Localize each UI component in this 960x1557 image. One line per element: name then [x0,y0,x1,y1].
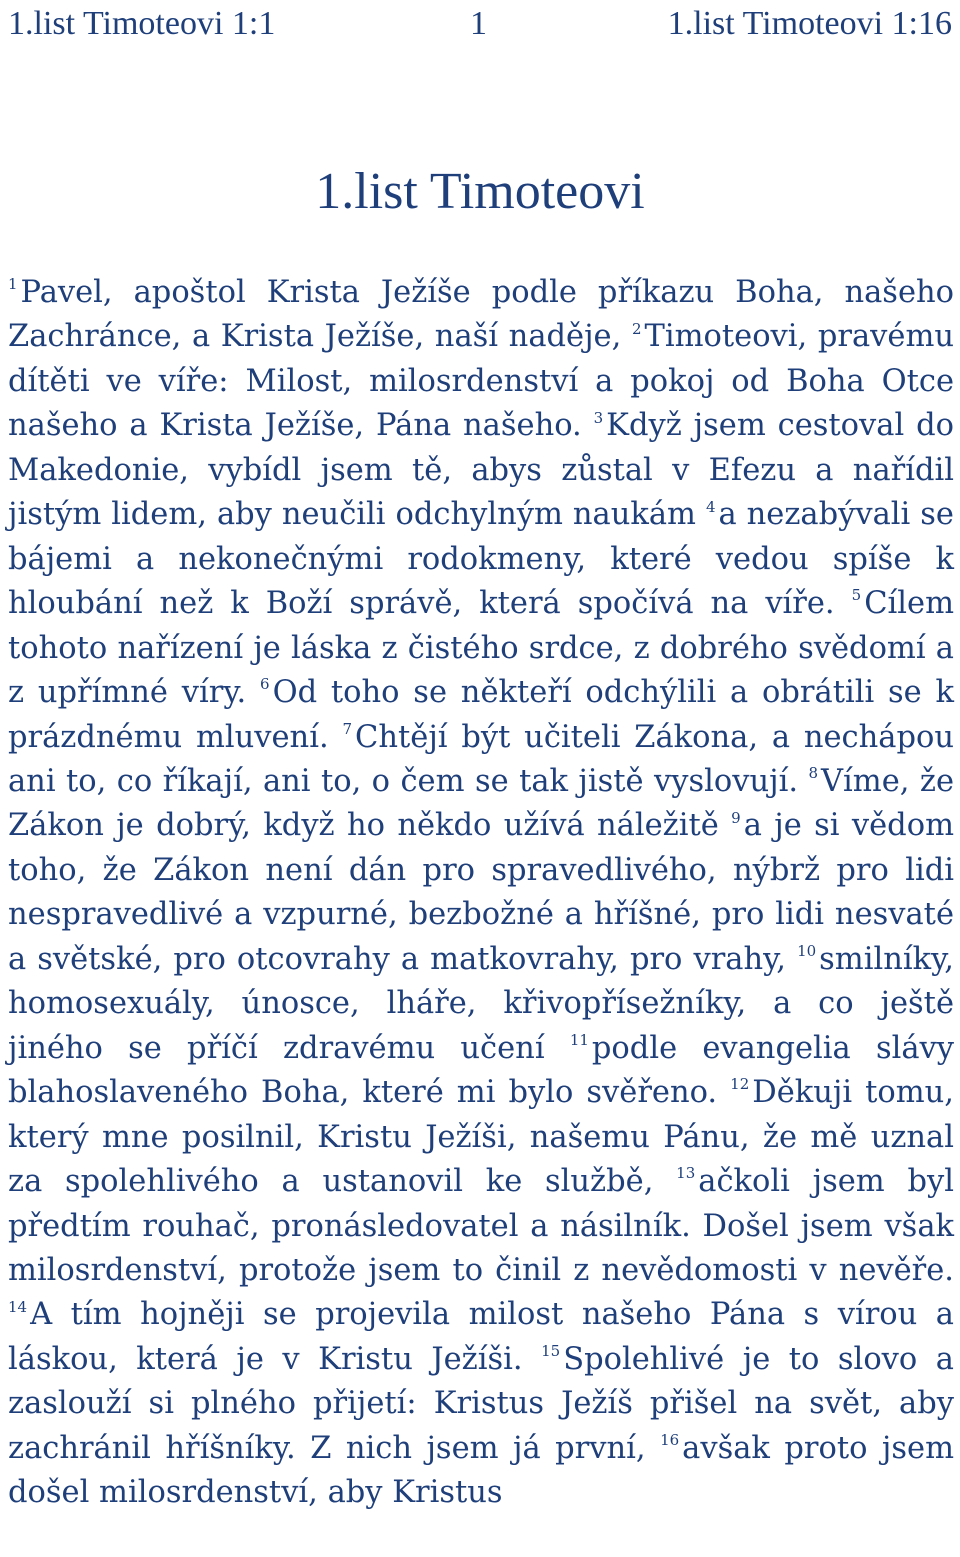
verse-text: Chtějí být učiteli Zákona, a nechápou ani to, co říkají, ani to, o čem se tak jistě vyslovují. [8,719,954,799]
header-chapter-start: 1.list Timoteovi 1:1 [8,5,276,42]
verse-number: 4 [705,497,716,516]
verse-number: 7 [342,719,353,738]
verse-text: Pavel, apoštol Krista Ježíše podle příkazu Boha, našeho Zachránce, a Krista Ježíše, naší naděje, [8,275,954,355]
verse-number: 3 [593,408,604,427]
verse-number: 11 [569,1030,589,1049]
verse-text: smilníky, homosexuály, únosce, lháře, křivopřísežníky, a co ještě jiného se příčí zdravému učení [8,941,954,1066]
verse-number: 14 [8,1297,28,1316]
verse-text: Víme, že Zákon je dobrý, když ho někdo užívá náležitě [8,763,955,844]
verse-text: ačkoli jsem byl předtím rouhač, pronásledovatel a násilník. Došel jsem však milosrdenství, protože jsem to činil z nevědomosti v nevěře. [8,1164,954,1288]
running-header [8,4,952,44]
book-title: 1.list Timoteovi [315,163,645,220]
verse-text: Cílem tohoto nařízení je láska z čistého srdce, z dobrého svědomí a z upřímné víry. [8,586,955,711]
verse-text: Timoteovi, pravému dítěti ve víře: Milost, milosrdenství a pokoj od Boha Otce našeho a Krista Ježíše, Pána našeho. [8,319,955,444]
page-number: 1 [470,5,487,42]
chapter-text [8,271,954,1516]
verse-number: 15 [541,1342,561,1361]
verse-text: Od toho se někteří odchýlili a obrátili se k prázdnému mluvení. [8,675,954,755]
verse-text: a je si vědom toho, že Zákon není dán pro spravedlivého, nýbrž pro lidi nespravedlivé a vzpurné, bezbožné a hříšné, pro lidi nesvaté a světské, pro otcovrahy a matkovrahy, pro vrahy, [8,808,954,977]
verse-number: 12 [730,1075,750,1094]
verse-number: 6 [260,675,270,694]
verse-text: Děkuji tomu, který mne posilnil, Kristu Ježíši, našemu Pánu, že mě uznal za spolehlivého a ustanovil ke službě, [8,1075,954,1200]
verse-number: 5 [851,586,862,605]
verse-number: 10 [797,942,817,961]
verse-number: 8 [808,764,819,783]
verse-number: 9 [731,808,741,827]
verse-number: 2 [631,319,642,338]
verse-number: 16 [660,1431,680,1450]
header-chapter-end: 1.list Timoteovi 1:16 [667,5,952,42]
verse-text: a nezabývali se bájemi a nekonečnými rodokmeny, které vedou spíše k hloubání než k Boží správě, která spočívá na víře. [8,497,954,622]
verse-text: Když jsem cestoval do Makedonie, vybídl jsem tě, abys zůstal v Efezu a nařídil jistým lidem, aby neučili odchylným naukám [8,408,954,533]
verse-text: podle evangelia slávy blahoslaveného Boha, které mi bylo svěřeno. [8,1030,954,1111]
verse-text: A tím hojněji se projevila milost našeho Pána s vírou a láskou, která je v Kristu Ježíši. [8,1297,954,1377]
verse-text: avšak proto jsem došel milosrdenství, aby Kristus [8,1430,954,1511]
verse-number: 13 [676,1164,696,1183]
verse-number: 1 [8,275,18,294]
verse-text: Spolehlivé je to slovo a zaslouží si plného přijetí: Kristus Ježíš přišel na svět, aby zachránil hříšníky. Z nich jsem já první, [8,1341,954,1466]
